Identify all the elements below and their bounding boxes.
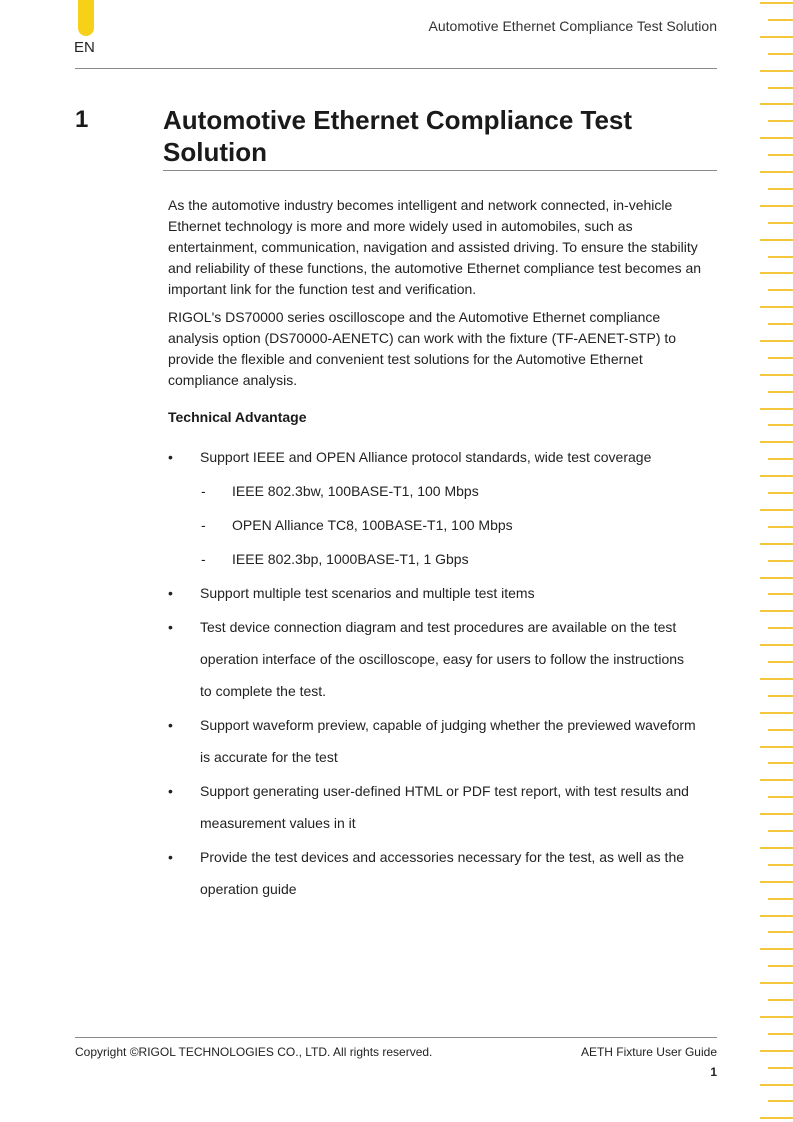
- margin-tick: [760, 408, 793, 410]
- margin-tick: [768, 323, 793, 325]
- margin-tick: [760, 678, 793, 680]
- margin-tick: [760, 779, 793, 781]
- bullet-mark: •: [168, 449, 173, 465]
- margin-tick: [760, 36, 793, 38]
- margin-tick: [768, 120, 793, 122]
- margin-tick: [768, 391, 793, 393]
- language-label: EN: [74, 39, 95, 56]
- footer-doc-title: AETH Fixture User Guide: [580, 1045, 717, 1059]
- list-item-text: Provide the test devices and accessories necessary for the test, as well as the: [200, 849, 685, 865]
- margin-tick: [768, 526, 793, 528]
- running-header-title: Automotive Ethernet Compliance Test Solution: [428, 18, 717, 34]
- margin-tick: [760, 205, 793, 207]
- margin-tick: [760, 1016, 793, 1018]
- page-number: 1: [710, 1065, 717, 1079]
- list-item-text-continued: operation guide: [200, 881, 297, 897]
- bullet-mark: •: [168, 585, 173, 601]
- brand-tab-marker: [78, 0, 94, 36]
- list-item-text: Support waveform preview, capable of judging whether the previewed waveform: [200, 717, 696, 733]
- dash-mark: -: [201, 483, 206, 499]
- margin-tick: [768, 661, 793, 663]
- margin-tick: [760, 644, 793, 646]
- list-item-text-continued: measurement values in it: [200, 815, 356, 831]
- margin-tick: [760, 171, 793, 173]
- margin-tick: [768, 1067, 793, 1069]
- bullet-mark: •: [168, 717, 173, 733]
- margin-tick: [760, 1050, 793, 1052]
- margin-tick: [768, 830, 793, 832]
- margin-tick: [760, 746, 793, 748]
- chapter-title: Automotive Ethernet Compliance Test Solution: [163, 105, 633, 167]
- footer-copyright: Copyright ©RIGOL TECHNOLOGIES CO., LTD. All rights reserved.: [75, 1045, 433, 1059]
- margin-tick: [768, 19, 793, 21]
- margin-tick: [760, 610, 793, 612]
- margin-tick: [768, 931, 793, 933]
- bullet-mark: •: [168, 849, 173, 865]
- margin-tick: [760, 340, 793, 342]
- margin-tick: [768, 729, 793, 731]
- margin-tick: [760, 239, 793, 241]
- list-item-text-continued: is accurate for the test: [200, 749, 338, 765]
- list-item-text-continued: operation interface of the oscilloscope, easy for users to follow the instructions: [200, 651, 685, 667]
- margin-tick: [768, 289, 793, 291]
- list-item-text: Support multiple test scenarios and multiple test items: [200, 585, 535, 601]
- margin-tick: [760, 543, 793, 545]
- margin-tick: [760, 881, 793, 883]
- margin-tick: [768, 593, 793, 595]
- list-item-text: Support generating user-defined HTML or PDF test report, with test results and: [200, 783, 689, 799]
- bullet-mark: •: [168, 783, 173, 799]
- chapter-number: 1: [75, 106, 89, 133]
- footer-divider: [75, 1037, 717, 1038]
- section-heading: Technical Advantage: [168, 409, 307, 425]
- margin-tick: [768, 762, 793, 764]
- margin-tick: [768, 1033, 793, 1035]
- sub-list-item-text: IEEE 802.3bw, 100BASE-T1, 100 Mbps: [232, 483, 479, 499]
- margin-tick: [768, 222, 793, 224]
- bullet-mark: •: [168, 619, 173, 635]
- margin-tick: [768, 796, 793, 798]
- margin-tick: [768, 1100, 793, 1102]
- margin-tick: [760, 509, 793, 511]
- margin-tick: [768, 965, 793, 967]
- margin-tick: [768, 458, 793, 460]
- margin-tick: [760, 306, 793, 308]
- margin-tick: [768, 256, 793, 258]
- margin-tick: [768, 864, 793, 866]
- list-item-text-continued: to complete the test.: [200, 683, 327, 699]
- margin-tick: [768, 424, 793, 426]
- margin-tick: [760, 70, 793, 72]
- title-divider: [163, 170, 717, 171]
- margin-tick: [760, 577, 793, 579]
- margin-tick: [760, 1084, 793, 1086]
- margin-tick: [760, 103, 793, 105]
- list-item-text: Test device connection diagram and test procedures are available on the test: [200, 619, 677, 635]
- sub-list-item-text: IEEE 802.3bp, 1000BASE-T1, 1 Gbps: [232, 551, 469, 567]
- margin-tick: [768, 560, 793, 562]
- margin-tick: [760, 712, 793, 714]
- margin-tick: [760, 272, 793, 274]
- margin-tick: [768, 53, 793, 55]
- header-divider: [75, 68, 717, 69]
- sub-list-item-text: OPEN Alliance TC8, 100BASE-T1, 100 Mbps: [232, 517, 513, 533]
- margin-tick-strip: [760, 0, 793, 1122]
- margin-tick: [768, 87, 793, 89]
- product-paragraph: RIGOL's DS70000 series oscilloscope and the Automotive Ethernet compliance analysis option (DS70000-AENETC) can work with the fixture (TF-AENET-STP) to provide the flexible and convenient test solutions for the Automotive Ethernet compliance analysis.: [168, 309, 677, 388]
- margin-tick: [768, 357, 793, 359]
- margin-tick: [760, 1117, 793, 1119]
- margin-tick: [760, 847, 793, 849]
- dash-mark: -: [201, 517, 206, 533]
- margin-tick: [760, 813, 793, 815]
- margin-tick: [768, 492, 793, 494]
- margin-tick: [760, 948, 793, 950]
- margin-tick: [768, 188, 793, 190]
- margin-tick: [760, 2, 793, 4]
- margin-tick: [760, 475, 793, 477]
- margin-tick: [768, 999, 793, 1001]
- dash-mark: -: [201, 551, 206, 567]
- margin-tick: [760, 982, 793, 984]
- margin-tick: [768, 154, 793, 156]
- intro-paragraph: As the automotive industry becomes intelligent and network connected, in-vehicle Ethernet technology is more and more widely used in automobiles, such as entertainment, communication, navigation and assisted driving. To ensure the stability and reliability of these functions, the automotive Ethernet compliance test becomes an important link for the function test and verification.: [168, 197, 702, 297]
- margin-tick: [768, 898, 793, 900]
- margin-tick: [760, 915, 793, 917]
- list-item-text: Support IEEE and OPEN Alliance protocol standards, wide test coverage: [200, 449, 652, 465]
- margin-tick: [768, 695, 793, 697]
- margin-tick: [760, 137, 793, 139]
- margin-tick: [768, 627, 793, 629]
- margin-tick: [760, 374, 793, 376]
- margin-tick: [760, 441, 793, 443]
